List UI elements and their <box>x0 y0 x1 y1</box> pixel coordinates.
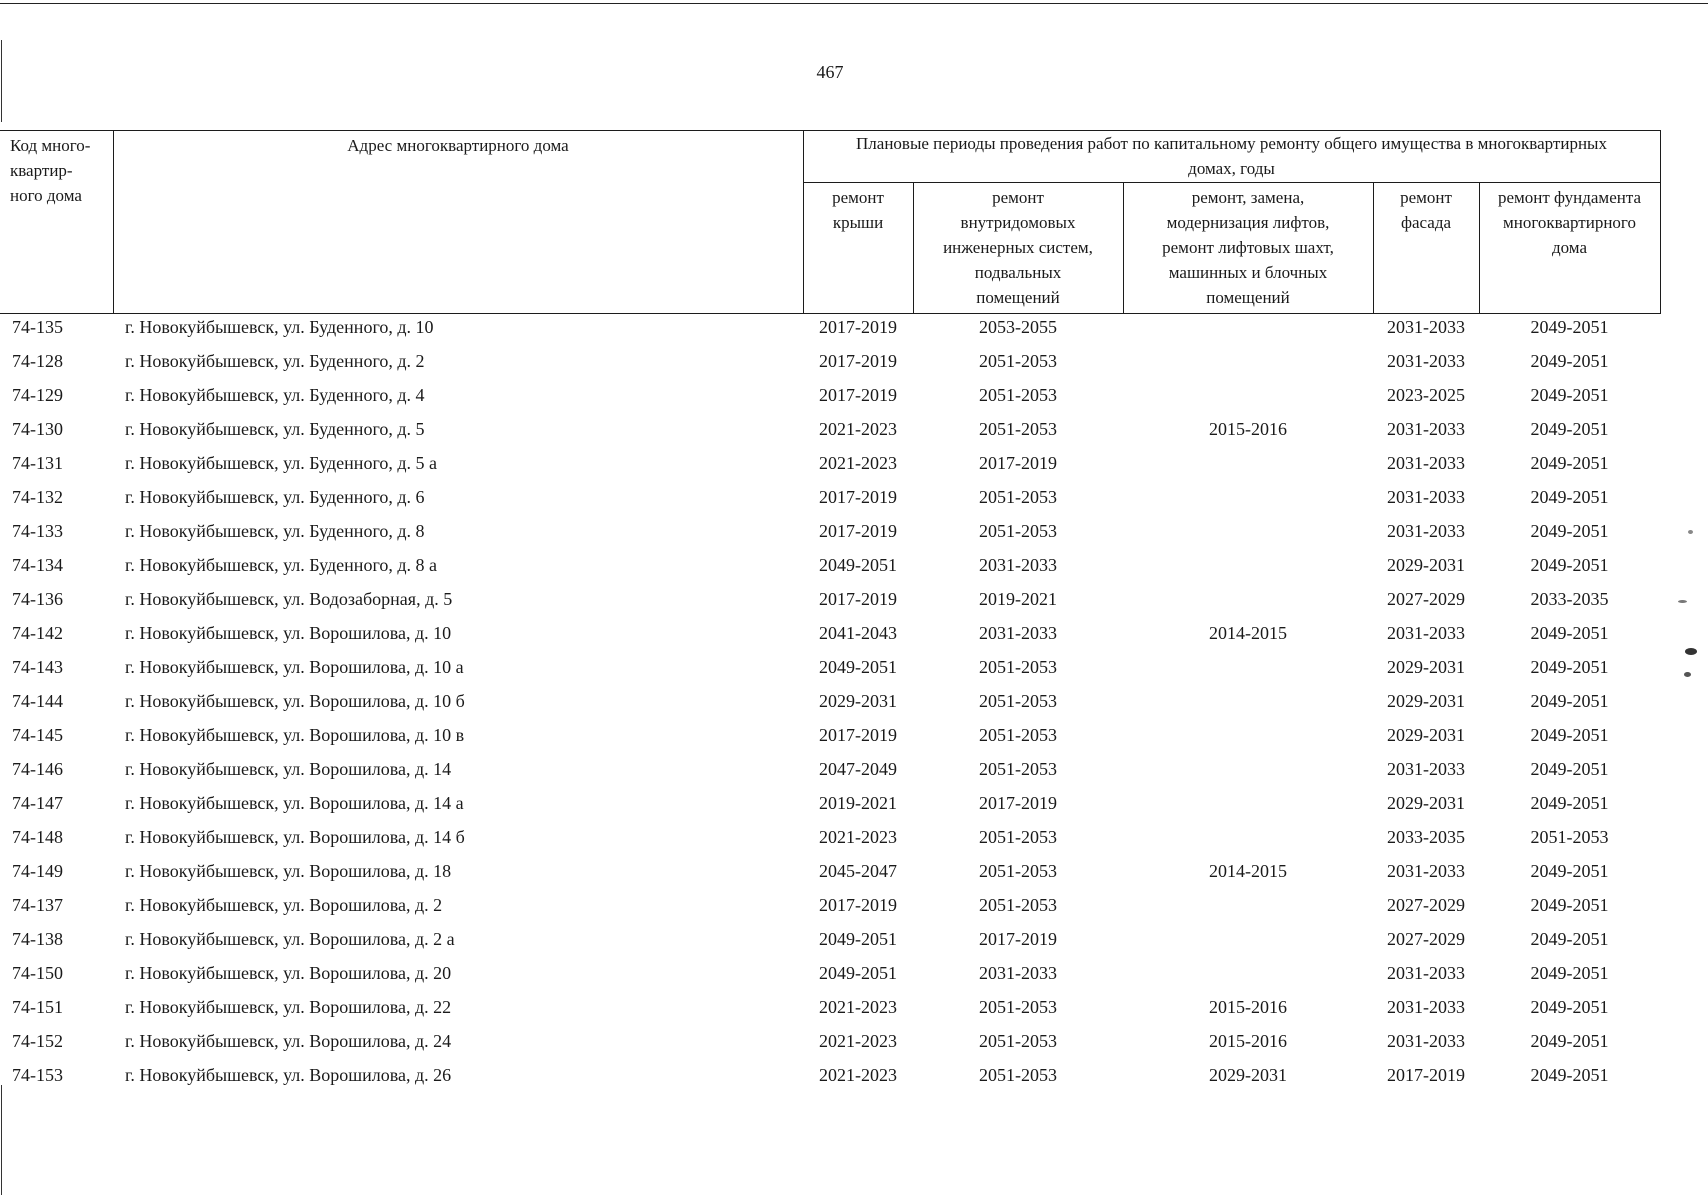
header-periods: Плановые периоды проведения работ по капитальному ремонту общего имущества в многоквартирных домах, годы <box>803 131 1660 183</box>
row-elevators <box>1123 684 1373 718</box>
row-elevators: 2029-2031 <box>1209 1064 1287 1085</box>
row-systems: 2051-2053 <box>979 418 1057 439</box>
row-roof: 2049-2051 <box>819 962 897 983</box>
row-address: г. Новокуйбышевск, ул. Ворошилова, д. 20 <box>125 962 452 983</box>
top-rule <box>0 3 1708 4</box>
row-facade: 2031-2033 <box>1387 860 1465 881</box>
table-row <box>0 650 1660 684</box>
row-foundation: 2049-2051 <box>1530 384 1609 405</box>
row-foundation: 2049-2051 <box>1530 350 1609 371</box>
row-code: 74-153 <box>12 1064 63 1085</box>
row-foundation: 2049-2051 <box>1530 452 1609 473</box>
row-foundation: 2049-2051 <box>1530 894 1609 915</box>
row-facade: 2029-2031 <box>1387 554 1465 575</box>
row-roof: 2021-2023 <box>819 418 897 439</box>
table-row <box>0 888 1660 922</box>
row-foundation: 2049-2051 <box>1530 1030 1609 1051</box>
row-systems: 2017-2019 <box>979 452 1057 473</box>
row-systems: 2051-2053 <box>979 520 1057 541</box>
row-code: 74-149 <box>12 860 63 881</box>
row-roof: 2017-2019 <box>819 316 897 337</box>
row-systems: 2051-2053 <box>979 724 1057 745</box>
row-code: 74-147 <box>12 792 63 813</box>
row-foundation: 2049-2051 <box>1530 962 1609 983</box>
row-address: г. Новокуйбышевск, ул. Ворошилова, д. 10 <box>125 622 452 643</box>
row-elevators <box>1123 820 1373 854</box>
row-foundation: 2049-2051 <box>1530 996 1609 1017</box>
row-code: 74-130 <box>12 418 63 439</box>
row-address: г. Новокуйбышевск, ул. Буденного, д. 2 <box>125 350 425 371</box>
table-row <box>0 1058 1660 1092</box>
row-systems: 2051-2053 <box>979 860 1057 881</box>
row-code: 74-138 <box>12 928 63 949</box>
row-address: г. Новокуйбышевск, ул. Буденного, д. 8 а <box>125 554 438 575</box>
row-systems: 2051-2053 <box>979 1064 1057 1085</box>
scan-speck <box>1684 672 1691 677</box>
row-address: г. Новокуйбышевск, ул. Ворошилова, д. 10 в <box>125 724 465 745</box>
row-code: 74-129 <box>12 384 63 405</box>
row-foundation: 2049-2051 <box>1530 724 1609 745</box>
row-code: 74-134 <box>12 554 63 575</box>
row-roof: 2021-2023 <box>819 1064 897 1085</box>
row-foundation: 2049-2051 <box>1530 1064 1609 1085</box>
table-row <box>0 1024 1660 1058</box>
row-systems: 2051-2053 <box>979 690 1057 711</box>
row-code: 74-135 <box>12 316 63 337</box>
row-roof: 2029-2031 <box>819 690 897 711</box>
row-foundation: 2049-2051 <box>1530 622 1609 643</box>
row-facade: 2029-2031 <box>1387 792 1465 813</box>
row-elevators <box>1123 922 1373 956</box>
row-roof: 2049-2051 <box>819 554 897 575</box>
row-roof: 2017-2019 <box>819 894 897 915</box>
row-elevators <box>1123 378 1373 412</box>
row-address: г. Новокуйбышевск, ул. Буденного, д. 5 а <box>125 452 438 473</box>
row-elevators <box>1123 344 1373 378</box>
row-foundation: 2049-2051 <box>1530 792 1609 813</box>
row-systems: 2031-2033 <box>979 962 1057 983</box>
row-address: г. Новокуйбышевск, ул. Буденного, д. 10 <box>125 316 434 337</box>
page-number: 467 <box>816 62 844 82</box>
row-facade: 2027-2029 <box>1387 928 1465 949</box>
row-foundation: 2049-2051 <box>1530 860 1609 881</box>
row-elevators: 2015-2016 <box>1209 418 1287 439</box>
row-address: г. Новокуйбышевск, ул. Буденного, д. 6 <box>125 486 425 507</box>
row-code: 74-150 <box>12 962 63 983</box>
row-code: 74-151 <box>12 996 63 1017</box>
row-address: г. Новокуйбышевск, ул. Ворошилова, д. 24 <box>125 1030 452 1051</box>
row-foundation: 2049-2051 <box>1530 758 1609 779</box>
row-systems: 2051-2053 <box>979 894 1057 915</box>
table-row <box>0 718 1660 752</box>
row-code: 74-132 <box>12 486 63 507</box>
row-facade: 2031-2033 <box>1387 452 1465 473</box>
row-roof: 2017-2019 <box>819 350 897 371</box>
row-address: г. Новокуйбышевск, ул. Ворошилова, д. 22 <box>125 996 452 1017</box>
row-facade: 2031-2033 <box>1387 520 1465 541</box>
row-code: 74-128 <box>12 350 63 371</box>
table-row <box>0 684 1660 718</box>
row-elevators <box>1123 514 1373 548</box>
row-roof: 2041-2043 <box>819 622 897 643</box>
row-elevators <box>1123 718 1373 752</box>
row-roof: 2017-2019 <box>819 588 897 609</box>
row-systems: 2017-2019 <box>979 792 1057 813</box>
row-elevators: 2014-2015 <box>1209 860 1287 881</box>
row-elevators <box>1123 310 1373 344</box>
row-code: 74-144 <box>12 690 63 711</box>
row-code: 74-148 <box>12 826 63 847</box>
row-systems: 2031-2033 <box>979 554 1057 575</box>
row-facade: 2029-2031 <box>1387 690 1465 711</box>
row-code: 74-146 <box>12 758 63 779</box>
table-row <box>0 786 1660 820</box>
row-foundation: 2049-2051 <box>1530 520 1609 541</box>
table-row <box>0 480 1660 514</box>
row-roof: 2049-2051 <box>819 928 897 949</box>
row-foundation: 2051-2053 <box>1530 826 1609 847</box>
row-code: 74-131 <box>12 452 63 473</box>
row-elevators <box>1123 752 1373 786</box>
row-facade: 2031-2033 <box>1387 758 1465 779</box>
header-address: Адрес многоквартирного дома <box>113 131 803 314</box>
row-roof: 2045-2047 <box>819 860 897 881</box>
table-row <box>0 582 1660 616</box>
row-systems: 2051-2053 <box>979 350 1057 371</box>
row-address: г. Новокуйбышевск, ул. Ворошилова, д. 14 <box>125 758 452 779</box>
row-address: г. Новокуйбышевск, ул. Водозаборная, д. 5 <box>125 588 453 609</box>
row-address: г. Новокуйбышевск, ул. Ворошилова, д. 26 <box>125 1064 452 1085</box>
row-code: 74-137 <box>12 894 63 915</box>
row-code: 74-136 <box>12 588 63 609</box>
row-systems: 2051-2053 <box>979 656 1057 677</box>
row-address: г. Новокуйбышевск, ул. Буденного, д. 4 <box>125 384 425 405</box>
row-address: г. Новокуйбышевск, ул. Ворошилова, д. 2 <box>125 894 443 915</box>
row-elevators <box>1123 548 1373 582</box>
row-roof: 2021-2023 <box>819 1030 897 1051</box>
row-systems: 2051-2053 <box>979 996 1057 1017</box>
row-elevators: 2015-2016 <box>1209 1030 1287 1051</box>
row-foundation: 2033-2035 <box>1530 588 1609 609</box>
row-elevators <box>1123 650 1373 684</box>
row-facade: 2027-2029 <box>1387 588 1465 609</box>
row-facade: 2031-2033 <box>1387 350 1465 371</box>
table-row <box>0 378 1660 412</box>
row-facade: 2031-2033 <box>1387 486 1465 507</box>
table-row <box>0 616 1660 650</box>
header-elevators: ремонт, замена, модернизация лифтов, ремонт лифтовых шахт, машинных и блочных помещений <box>1123 183 1373 314</box>
row-code: 74-152 <box>12 1030 63 1051</box>
row-foundation: 2049-2051 <box>1530 928 1609 949</box>
row-foundation: 2049-2051 <box>1530 316 1609 337</box>
left-rule-lower <box>1 1085 2 1195</box>
data-table <box>0 310 1660 1092</box>
row-roof: 2021-2023 <box>819 996 897 1017</box>
row-systems: 2031-2033 <box>979 622 1057 643</box>
row-foundation: 2049-2051 <box>1530 486 1609 507</box>
row-address: г. Новокуйбышевск, ул. Ворошилова, д. 14 а <box>125 792 464 813</box>
row-foundation: 2049-2051 <box>1530 418 1609 439</box>
header-foundation: ремонт фундамента многоквартирного дома <box>1479 183 1660 314</box>
row-elevators <box>1123 786 1373 820</box>
header-systems: ремонт внутридомовых инженерных систем, подвальных помещений <box>913 183 1123 314</box>
row-roof: 2049-2051 <box>819 656 897 677</box>
row-address: г. Новокуйбышевск, ул. Ворошилова, д. 2 а <box>125 928 455 949</box>
row-facade: 2029-2031 <box>1387 656 1465 677</box>
row-address: г. Новокуйбышевск, ул. Ворошилова, д. 10 б <box>125 690 465 711</box>
row-address: г. Новокуйбышевск, ул. Ворошилова, д. 14 б <box>125 826 465 847</box>
scan-speck <box>1688 530 1693 534</box>
row-elevators <box>1123 582 1373 616</box>
row-facade: 2031-2033 <box>1387 622 1465 643</box>
row-elevators: 2014-2015 <box>1209 622 1287 643</box>
table-row <box>0 446 1660 480</box>
table-row <box>0 548 1660 582</box>
row-roof: 2047-2049 <box>819 758 897 779</box>
row-code: 74-143 <box>12 656 63 677</box>
header-facade: ремонт фасада <box>1373 183 1479 314</box>
row-systems: 2051-2053 <box>979 1030 1057 1051</box>
table-row <box>0 820 1660 854</box>
row-elevators <box>1123 888 1373 922</box>
row-roof: 2021-2023 <box>819 826 897 847</box>
row-code: 74-133 <box>12 520 63 541</box>
table-row <box>0 752 1660 786</box>
header-roof: ремонт крыши <box>803 183 913 314</box>
row-roof: 2017-2019 <box>819 384 897 405</box>
row-facade: 2029-2031 <box>1387 724 1465 745</box>
row-roof: 2019-2021 <box>819 792 897 813</box>
row-facade: 2023-2025 <box>1387 384 1465 405</box>
row-roof: 2017-2019 <box>819 724 897 745</box>
table-row <box>0 956 1660 990</box>
row-systems: 2019-2021 <box>979 588 1057 609</box>
row-elevators <box>1123 956 1373 990</box>
row-systems: 2017-2019 <box>979 928 1057 949</box>
table-row <box>0 514 1660 548</box>
row-facade: 2031-2033 <box>1387 316 1465 337</box>
row-facade: 2031-2033 <box>1387 1030 1465 1051</box>
row-elevators <box>1123 480 1373 514</box>
row-systems: 2051-2053 <box>979 384 1057 405</box>
row-code: 74-142 <box>12 622 63 643</box>
row-roof: 2021-2023 <box>819 452 897 473</box>
row-address: г. Новокуйбышевск, ул. Буденного, д. 8 <box>125 520 425 541</box>
row-roof: 2017-2019 <box>819 520 897 541</box>
header-code: Код много- квартир- ного дома <box>0 131 113 314</box>
scan-speck <box>1678 600 1687 603</box>
table-row <box>0 412 1660 446</box>
row-facade: 2017-2019 <box>1387 1064 1465 1085</box>
row-facade: 2031-2033 <box>1387 418 1465 439</box>
row-systems: 2051-2053 <box>979 486 1057 507</box>
row-elevators <box>1123 446 1373 480</box>
table-header <box>0 130 1661 314</box>
scan-speck <box>1685 648 1697 655</box>
row-facade: 2033-2035 <box>1387 826 1465 847</box>
row-roof: 2017-2019 <box>819 486 897 507</box>
row-systems: 2053-2055 <box>979 316 1057 337</box>
row-address: г. Новокуйбышевск, ул. Ворошилова, д. 10 а <box>125 656 464 677</box>
table-row <box>0 990 1660 1024</box>
row-foundation: 2049-2051 <box>1530 656 1609 677</box>
table-row <box>0 854 1660 888</box>
row-systems: 2051-2053 <box>979 758 1057 779</box>
row-elevators: 2015-2016 <box>1209 996 1287 1017</box>
row-facade: 2031-2033 <box>1387 962 1465 983</box>
table-row <box>0 922 1660 956</box>
row-facade: 2027-2029 <box>1387 894 1465 915</box>
row-address: г. Новокуйбышевск, ул. Буденного, д. 5 <box>125 418 425 439</box>
row-systems: 2051-2053 <box>979 826 1057 847</box>
row-address: г. Новокуйбышевск, ул. Ворошилова, д. 18 <box>125 860 452 881</box>
row-code: 74-145 <box>12 724 63 745</box>
row-foundation: 2049-2051 <box>1530 554 1609 575</box>
table-row <box>0 344 1660 378</box>
row-facade: 2031-2033 <box>1387 996 1465 1017</box>
row-foundation: 2049-2051 <box>1530 690 1609 711</box>
table-row <box>0 310 1660 344</box>
left-rule <box>1 40 2 122</box>
